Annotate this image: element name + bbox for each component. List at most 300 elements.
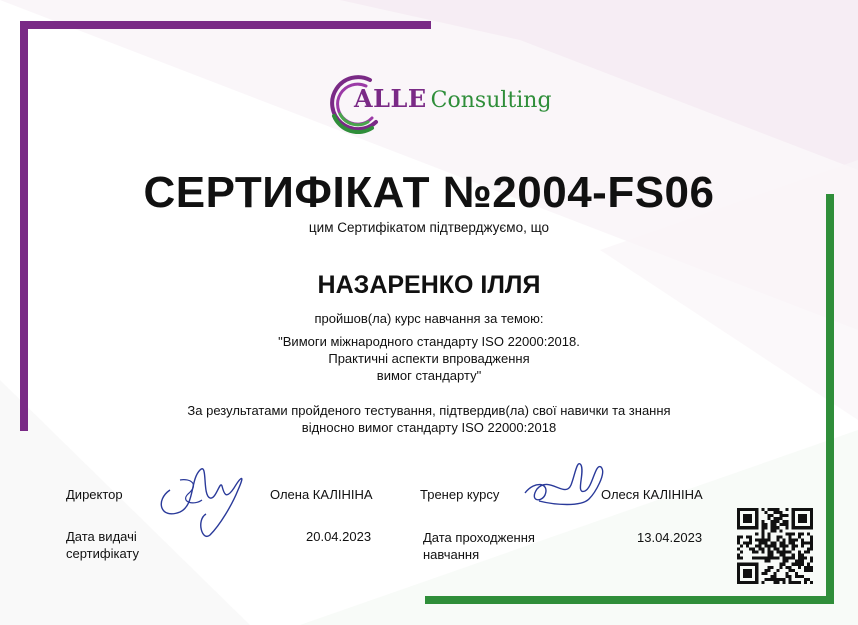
qr-module <box>783 520 786 523</box>
qr-module <box>755 578 758 581</box>
qr-module <box>773 544 776 547</box>
qr-module <box>804 578 807 581</box>
qr-module <box>761 541 764 544</box>
qr-module <box>746 563 749 566</box>
qr-module <box>792 517 795 520</box>
qr-module <box>783 578 786 581</box>
qr-module <box>773 523 776 526</box>
qr-module <box>743 581 746 584</box>
qr-module <box>755 581 758 584</box>
qr-module <box>773 526 776 529</box>
topic-line: "Вимоги міжнародного стандарту ISO 22000:2018. <box>278 334 580 349</box>
qr-module <box>801 557 804 560</box>
qr-module <box>792 541 795 544</box>
qr-module <box>770 508 773 511</box>
qr-module <box>810 526 813 529</box>
qr-module <box>755 514 758 517</box>
qr-module <box>798 563 801 566</box>
qr-module <box>743 572 746 575</box>
qr-module <box>795 563 798 566</box>
logo-name-consulting: Consulting <box>430 88 552 113</box>
qr-module <box>783 581 786 584</box>
qr-module <box>804 581 807 584</box>
qr-module <box>786 514 789 517</box>
qr-module <box>740 551 743 554</box>
qr-module <box>798 514 801 517</box>
qr-module <box>743 575 746 578</box>
qr-module <box>752 581 755 584</box>
qr-module <box>737 581 740 584</box>
qr-module <box>758 557 761 560</box>
trainer-signature <box>515 455 615 515</box>
trainer-name: Олеся КАЛІНІНА <box>601 487 703 502</box>
qr-module <box>804 526 807 529</box>
qr-module <box>746 514 749 517</box>
qr-module <box>786 520 789 523</box>
qr-module <box>737 523 740 526</box>
qr-module <box>740 544 743 547</box>
qr-module <box>798 535 801 538</box>
qr-module <box>764 544 767 547</box>
qr-module <box>777 557 780 560</box>
qr-module <box>767 566 770 569</box>
qr-module <box>798 566 801 569</box>
qr-module <box>777 538 780 541</box>
qr-module <box>770 544 773 547</box>
qr-module <box>755 566 758 569</box>
qr-module <box>777 508 780 511</box>
certificate-title: СЕРТИФІКАТ №2004-FS06 <box>143 168 715 217</box>
qr-module <box>737 541 740 544</box>
qr-module <box>777 578 780 581</box>
qr-module <box>795 572 798 575</box>
qr-module <box>777 551 780 554</box>
qr-module <box>749 508 752 511</box>
qr-module <box>761 523 764 526</box>
qr-module <box>786 557 789 560</box>
qr-module <box>798 532 801 535</box>
qr-module <box>807 508 810 511</box>
qr-module <box>801 575 804 578</box>
qr-module <box>737 514 740 517</box>
qr-module <box>737 535 740 538</box>
issue-date-label-line: сертифікату <box>66 546 139 561</box>
qr-module <box>810 520 813 523</box>
training-date-label-line: навчання <box>423 547 480 562</box>
qr-module <box>737 569 740 572</box>
qr-module <box>792 526 795 529</box>
qr-module <box>737 557 740 560</box>
director-signature <box>150 450 250 550</box>
issue-date-value: 20.04.2023 <box>306 529 372 544</box>
qr-module <box>749 526 752 529</box>
qr-module <box>798 560 801 563</box>
logo-text <box>354 84 552 113</box>
qr-module <box>792 544 795 547</box>
qr-module <box>749 581 752 584</box>
qr-module <box>810 538 813 541</box>
qr-module <box>764 572 767 575</box>
qr-module <box>804 551 807 554</box>
qr-module <box>773 511 776 514</box>
frame-purple-top <box>20 21 431 29</box>
qr-module <box>749 520 752 523</box>
qr-module <box>740 526 743 529</box>
qr-module <box>767 557 770 560</box>
qr-module <box>749 575 752 578</box>
qr-module <box>761 532 764 535</box>
qr-module <box>798 557 801 560</box>
qr-module <box>801 514 804 517</box>
qr-module <box>780 563 783 566</box>
qr-module <box>792 508 795 511</box>
qr-module <box>752 557 755 560</box>
qr-module <box>804 566 807 569</box>
qr-module <box>804 517 807 520</box>
qr-module <box>761 572 764 575</box>
frame-green-bottom <box>425 596 834 604</box>
qr-module <box>773 575 776 578</box>
qr-module <box>786 572 789 575</box>
qr-module <box>783 548 786 551</box>
qr-module <box>783 541 786 544</box>
qr-module <box>786 508 789 511</box>
qr-module <box>767 517 770 520</box>
qr-module <box>770 523 773 526</box>
qr-module <box>743 569 746 572</box>
qr-module <box>795 560 798 563</box>
qr-module <box>780 535 783 538</box>
qr-module <box>746 544 749 547</box>
qr-module <box>786 532 789 535</box>
qr-module <box>761 557 764 560</box>
qr-module <box>773 557 776 560</box>
qr-module <box>749 517 752 520</box>
qr-module <box>755 508 758 511</box>
qr-module <box>737 572 740 575</box>
qr-module <box>789 578 792 581</box>
qr-module <box>773 529 776 532</box>
qr-module <box>780 517 783 520</box>
qr-module <box>770 526 773 529</box>
qr-module <box>783 563 786 566</box>
qr-module <box>786 566 789 569</box>
qr-module <box>737 526 740 529</box>
qr-module <box>780 541 783 544</box>
qr-module <box>786 523 789 526</box>
qr-module <box>783 523 786 526</box>
qr-module <box>798 575 801 578</box>
qr-module <box>761 529 764 532</box>
qr-module <box>780 578 783 581</box>
qr-module <box>804 557 807 560</box>
qr-module <box>810 544 813 547</box>
qr-module <box>746 526 749 529</box>
qr-module <box>807 532 810 535</box>
qr-module <box>780 523 783 526</box>
logo-name-alle: ALLE <box>354 84 427 113</box>
qr-module <box>780 511 783 514</box>
qr-module <box>761 508 764 511</box>
qr-module <box>773 578 776 581</box>
qr-module <box>770 541 773 544</box>
result-line: За результатами пройденого тестування, підтвердив(ла) свої навички та знання <box>187 403 671 418</box>
qr-module <box>737 511 740 514</box>
qr-module <box>755 563 758 566</box>
qr-module <box>746 520 749 523</box>
qr-module <box>792 569 795 572</box>
qr-module <box>792 520 795 523</box>
qr-module <box>783 538 786 541</box>
qr-module <box>792 557 795 560</box>
qr-module <box>770 554 773 557</box>
qr-module <box>764 569 767 572</box>
qr-module <box>767 538 770 541</box>
passed-text: пройшов(ла) курс навчання за темою: <box>314 311 544 326</box>
qr-module <box>764 557 767 560</box>
qr-module <box>780 514 783 517</box>
qr-module <box>773 548 776 551</box>
qr-module <box>801 508 804 511</box>
qr-module <box>764 578 767 581</box>
qr-module <box>777 569 780 572</box>
qr-module <box>752 548 755 551</box>
qr-module <box>780 551 783 554</box>
qr-module <box>755 572 758 575</box>
qr-module <box>798 581 801 584</box>
qr-module <box>795 538 798 541</box>
qr-module <box>764 526 767 529</box>
qr-module <box>780 566 783 569</box>
qr-module <box>789 538 792 541</box>
qr-module <box>780 544 783 547</box>
qr-module <box>783 554 786 557</box>
qr-module <box>770 514 773 517</box>
qr-module <box>740 535 743 538</box>
qr-module <box>773 517 776 520</box>
qr-module <box>746 575 749 578</box>
qr-module <box>758 541 761 544</box>
training-date-value: 13.04.2023 <box>637 530 703 545</box>
qr-module <box>770 520 773 523</box>
qr-module <box>767 548 770 551</box>
qr-module <box>737 520 740 523</box>
qr-module <box>801 517 804 520</box>
qr-module <box>786 544 789 547</box>
qr-module <box>761 535 764 538</box>
qr-module <box>810 523 813 526</box>
qr-module <box>795 544 798 547</box>
qr-module <box>807 526 810 529</box>
qr-module <box>764 560 767 563</box>
qr-module <box>770 566 773 569</box>
qr-module <box>764 538 767 541</box>
qr-module <box>810 569 813 572</box>
qr-module <box>810 535 813 538</box>
qr-module <box>798 520 801 523</box>
qr-module <box>780 554 783 557</box>
qr-module <box>795 575 798 578</box>
qr-module <box>807 548 810 551</box>
qr-module <box>780 529 783 532</box>
qr-module <box>798 517 801 520</box>
qr-module <box>773 508 776 511</box>
qr-module <box>783 514 786 517</box>
qr-module <box>746 517 749 520</box>
qr-module <box>773 581 776 584</box>
qr-module <box>792 548 795 551</box>
director-name: Олена КАЛІНІНА <box>270 487 373 502</box>
qr-module <box>755 523 758 526</box>
qr-module <box>770 529 773 532</box>
qr-module <box>795 508 798 511</box>
director-label: Директор <box>66 487 123 502</box>
qr-module <box>801 538 804 541</box>
qr-module <box>801 554 804 557</box>
qr-module <box>773 572 776 575</box>
qr-module <box>807 566 810 569</box>
certificate-subtitle: цим Сертифікатом підтверджуємо, що <box>308 220 550 235</box>
qr-module <box>752 551 755 554</box>
company-logo <box>326 72 552 134</box>
qr-module <box>770 557 773 560</box>
qr-module <box>792 532 795 535</box>
qr-module <box>786 551 789 554</box>
frame-green-right <box>826 194 834 604</box>
qr-module <box>749 541 752 544</box>
result-statement <box>0 402 858 436</box>
qr-module <box>807 551 810 554</box>
qr-module <box>798 551 801 554</box>
qr-module <box>767 578 770 581</box>
qr-module <box>789 575 792 578</box>
qr-module <box>758 538 761 541</box>
qr-module <box>737 538 740 541</box>
qr-module <box>783 544 786 547</box>
qr-module <box>795 581 798 584</box>
qr-module <box>789 581 792 584</box>
qr-module <box>777 535 780 538</box>
qr-module <box>743 514 746 517</box>
qr-module <box>804 508 807 511</box>
qr-module <box>810 511 813 514</box>
trainer-label: Тренер курсу <box>420 487 500 502</box>
qr-module <box>749 569 752 572</box>
qr-module <box>767 514 770 517</box>
qr-module <box>737 578 740 581</box>
qr-module <box>749 548 752 551</box>
qr-module <box>770 578 773 581</box>
qr-module <box>810 548 813 551</box>
qr-module <box>761 551 764 554</box>
qr-module <box>810 560 813 563</box>
qr-module <box>737 508 740 511</box>
qr-module <box>755 517 758 520</box>
qr-module <box>807 541 810 544</box>
qr-code-icon[interactable] <box>737 508 813 584</box>
qr-module <box>810 566 813 569</box>
qr-module <box>752 526 755 529</box>
qr-module <box>755 520 758 523</box>
qr-module <box>801 544 804 547</box>
qr-module <box>746 535 749 538</box>
qr-module <box>801 526 804 529</box>
qr-module <box>810 581 813 584</box>
qr-module <box>740 508 743 511</box>
qr-module <box>783 560 786 563</box>
qr-module <box>792 554 795 557</box>
qr-module <box>783 551 786 554</box>
qr-module <box>792 563 795 566</box>
qr-module <box>737 566 740 569</box>
qr-module <box>755 551 758 554</box>
qr-module <box>749 563 752 566</box>
qr-module <box>746 508 749 511</box>
qr-module <box>767 554 770 557</box>
qr-module <box>749 538 752 541</box>
qr-module <box>758 548 761 551</box>
issue-date-label-line: Дата видачі <box>66 529 137 544</box>
qr-module <box>777 520 780 523</box>
qr-module <box>749 572 752 575</box>
qr-module <box>740 557 743 560</box>
qr-module <box>746 541 749 544</box>
qr-module <box>777 517 780 520</box>
qr-module <box>789 566 792 569</box>
qr-module <box>801 520 804 523</box>
qr-module <box>761 538 764 541</box>
qr-module <box>773 520 776 523</box>
qr-module <box>749 514 752 517</box>
qr-module <box>752 563 755 566</box>
qr-module <box>755 526 758 529</box>
qr-module <box>801 563 804 566</box>
qr-module <box>807 578 810 581</box>
qr-module <box>786 575 789 578</box>
qr-module <box>737 575 740 578</box>
qr-module <box>761 548 764 551</box>
qr-module <box>798 508 801 511</box>
qr-module <box>761 520 764 523</box>
qr-module <box>740 581 743 584</box>
qr-module <box>792 511 795 514</box>
qr-module <box>801 560 804 563</box>
qr-module <box>798 526 801 529</box>
qr-module <box>767 544 770 547</box>
training-date-label <box>423 529 535 563</box>
qr-module <box>783 557 786 560</box>
qr-module <box>792 538 795 541</box>
qr-module <box>764 541 767 544</box>
topic-line: вимог стандарту" <box>376 368 482 383</box>
qr-module <box>777 581 780 584</box>
qr-module <box>789 541 792 544</box>
qr-module <box>777 511 780 514</box>
qr-module <box>777 526 780 529</box>
qr-module <box>801 532 804 535</box>
qr-module <box>804 541 807 544</box>
qr-module <box>737 548 740 551</box>
qr-module <box>761 526 764 529</box>
qr-module <box>792 581 795 584</box>
qr-module <box>743 508 746 511</box>
qr-module <box>749 535 752 538</box>
qr-module <box>746 572 749 575</box>
qr-module <box>737 563 740 566</box>
qr-module <box>752 508 755 511</box>
qr-module <box>755 511 758 514</box>
qr-module <box>810 508 813 511</box>
